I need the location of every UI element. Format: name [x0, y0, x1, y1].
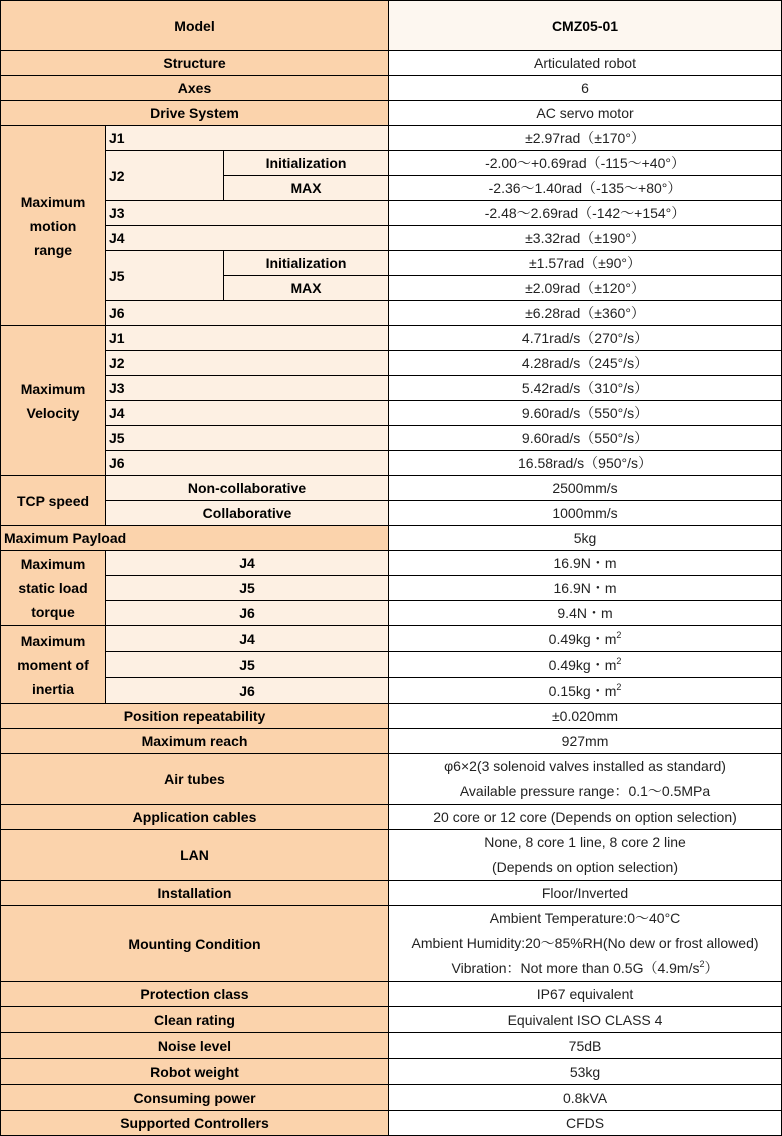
tcp-collab-label: Collaborative [106, 501, 389, 526]
installation-label: Installation [1, 881, 389, 906]
tcp-noncollab-label: Non-collaborative [106, 476, 389, 501]
repeatability-value: ±0.020mm [389, 704, 782, 729]
motion-j1-axis: J1 [106, 126, 389, 151]
velocity-axis: J1 [106, 326, 389, 351]
inertia-value: 0.49kg・$m^2$ [389, 652, 782, 678]
mounting-value: Ambient Temperature:0～40°C Ambient Humidity:20～85%RH(No dew or frost allowed) Vibration：Not more than $0.5G(4.9m/s^2)$ [389, 906, 782, 982]
velocity-value: 9.60rad/s（550°/s） [389, 401, 782, 426]
protection-value: IP67 equivalent [389, 982, 782, 1007]
repeatability-label: Position repeatability [1, 704, 389, 729]
motion-j2-init-value: -2.00～+0.69rad（-115～+40°） [389, 151, 782, 176]
payload-label: Maximum Payload [1, 526, 389, 551]
lan-label: LAN [1, 830, 389, 881]
velocity-label: Maximum Velocity [1, 326, 106, 476]
motion-j2-max-value: -2.36～1.40rad（-135～+80°） [389, 176, 782, 201]
motion-j3-value: -2.48～2.69rad（-142～+154°） [389, 201, 782, 226]
noise-value: 75dB [389, 1033, 782, 1059]
protection-label: Protection class [1, 982, 389, 1007]
velocity-axis: J5 [106, 426, 389, 451]
power-value: 0.8kVA [389, 1085, 782, 1111]
torque-value: 16.9N・m [389, 551, 782, 576]
velocity-value: 4.71rad/s（270°/s） [389, 326, 782, 351]
clean-value: Equivalent ISO CLASS 4 [389, 1007, 782, 1033]
torque-value: 16.9N・m [389, 576, 782, 601]
inertia-value: 0.15kg・$m^2$ [389, 678, 782, 704]
model-value: CMZ05-01 [389, 1, 782, 51]
structure-value: Articulated robot [389, 51, 782, 76]
model-row [1, 1, 782, 51]
motion-j5-init-value: ±1.57rad（±90°） [389, 251, 782, 276]
noise-label: Noise level [1, 1033, 389, 1059]
weight-value: 53kg [389, 1059, 782, 1085]
installation-value: Floor/Inverted [389, 881, 782, 906]
motion-j5-axis: J5 [106, 251, 224, 301]
velocity-axis: J3 [106, 376, 389, 401]
motion-j4-axis: J4 [106, 226, 389, 251]
tcp-collab-value: 1000mm/s [389, 501, 782, 526]
static-torque-label: Maximum static load torque [1, 551, 106, 626]
inertia-value: 0.49kg・$m^2$ [389, 626, 782, 652]
velocity-axis: J2 [106, 351, 389, 376]
axes-label: Axes [1, 76, 389, 101]
inertia-axis: J4 [106, 626, 389, 652]
controllers-label: Supported Controllers [1, 1111, 389, 1136]
velocity-axis: J6 [106, 451, 389, 476]
motion-j5-max-value: ±2.09rad（±120°） [389, 276, 782, 301]
drive-value: AC servo motor [389, 101, 782, 126]
axes-value: 6 [389, 76, 782, 101]
motion-range-label: Maximum motion range [1, 126, 106, 326]
reach-value: 927mm [389, 729, 782, 754]
motion-j3-axis: J3 [106, 201, 389, 226]
tcp-noncollab-value: 2500mm/s [389, 476, 782, 501]
structure-label: Structure [1, 51, 389, 76]
motion-j2-max-label: MAX [224, 176, 389, 201]
tcp-speed-label: TCP speed [1, 476, 106, 526]
motion-j1-value: ±2.97rad（±170°） [389, 126, 782, 151]
power-label: Consuming power [1, 1085, 389, 1111]
lan-value: None, 8 core 1 line, 8 core 2 line (Depends on option selection) [389, 830, 782, 881]
air-tubes-value: φ6×2(3 solenoid valves installed as standard) Available pressure range：0.1～0.5MPa [389, 754, 782, 805]
motion-j4-value: ±3.32rad（±190°） [389, 226, 782, 251]
air-tubes-label: Air tubes [1, 754, 389, 805]
inertia-axis: J6 [106, 678, 389, 704]
torque-value: 9.4N・m [389, 601, 782, 626]
motion-j2-init-label: Initialization [224, 151, 389, 176]
reach-label: Maximum reach [1, 729, 389, 754]
motion-j5-max-label: MAX [224, 276, 389, 301]
clean-label: Clean rating [1, 1007, 389, 1033]
app-cables-value: 20 core or 12 core (Depends on option selection) [389, 805, 782, 830]
app-cables-label: Application cables [1, 805, 389, 830]
torque-axis: J5 [106, 576, 389, 601]
velocity-value: 16.58rad/s（950°/s） [389, 451, 782, 476]
model-label: Model [1, 1, 389, 51]
torque-axis: J6 [106, 601, 389, 626]
payload-value: 5kg [389, 526, 782, 551]
controllers-value: CFDS [389, 1111, 782, 1136]
inertia-label: Maximum moment of inertia [1, 626, 106, 704]
velocity-value: 9.60rad/s（550°/s） [389, 426, 782, 451]
motion-j6-axis: J6 [106, 301, 389, 326]
velocity-value: 4.28rad/s（245°/s） [389, 351, 782, 376]
velocity-value: 5.42rad/s（310°/s） [389, 376, 782, 401]
motion-j5-init-label: Initialization [224, 251, 389, 276]
torque-axis: J4 [106, 551, 389, 576]
velocity-axis: J4 [106, 401, 389, 426]
weight-label: Robot weight [1, 1059, 389, 1085]
drive-label: Drive System [1, 101, 389, 126]
motion-j6-value: ±6.28rad（±360°） [389, 301, 782, 326]
inertia-axis: J5 [106, 652, 389, 678]
motion-j2-axis: J2 [106, 151, 224, 201]
mounting-label: Mounting Condition [1, 906, 389, 982]
